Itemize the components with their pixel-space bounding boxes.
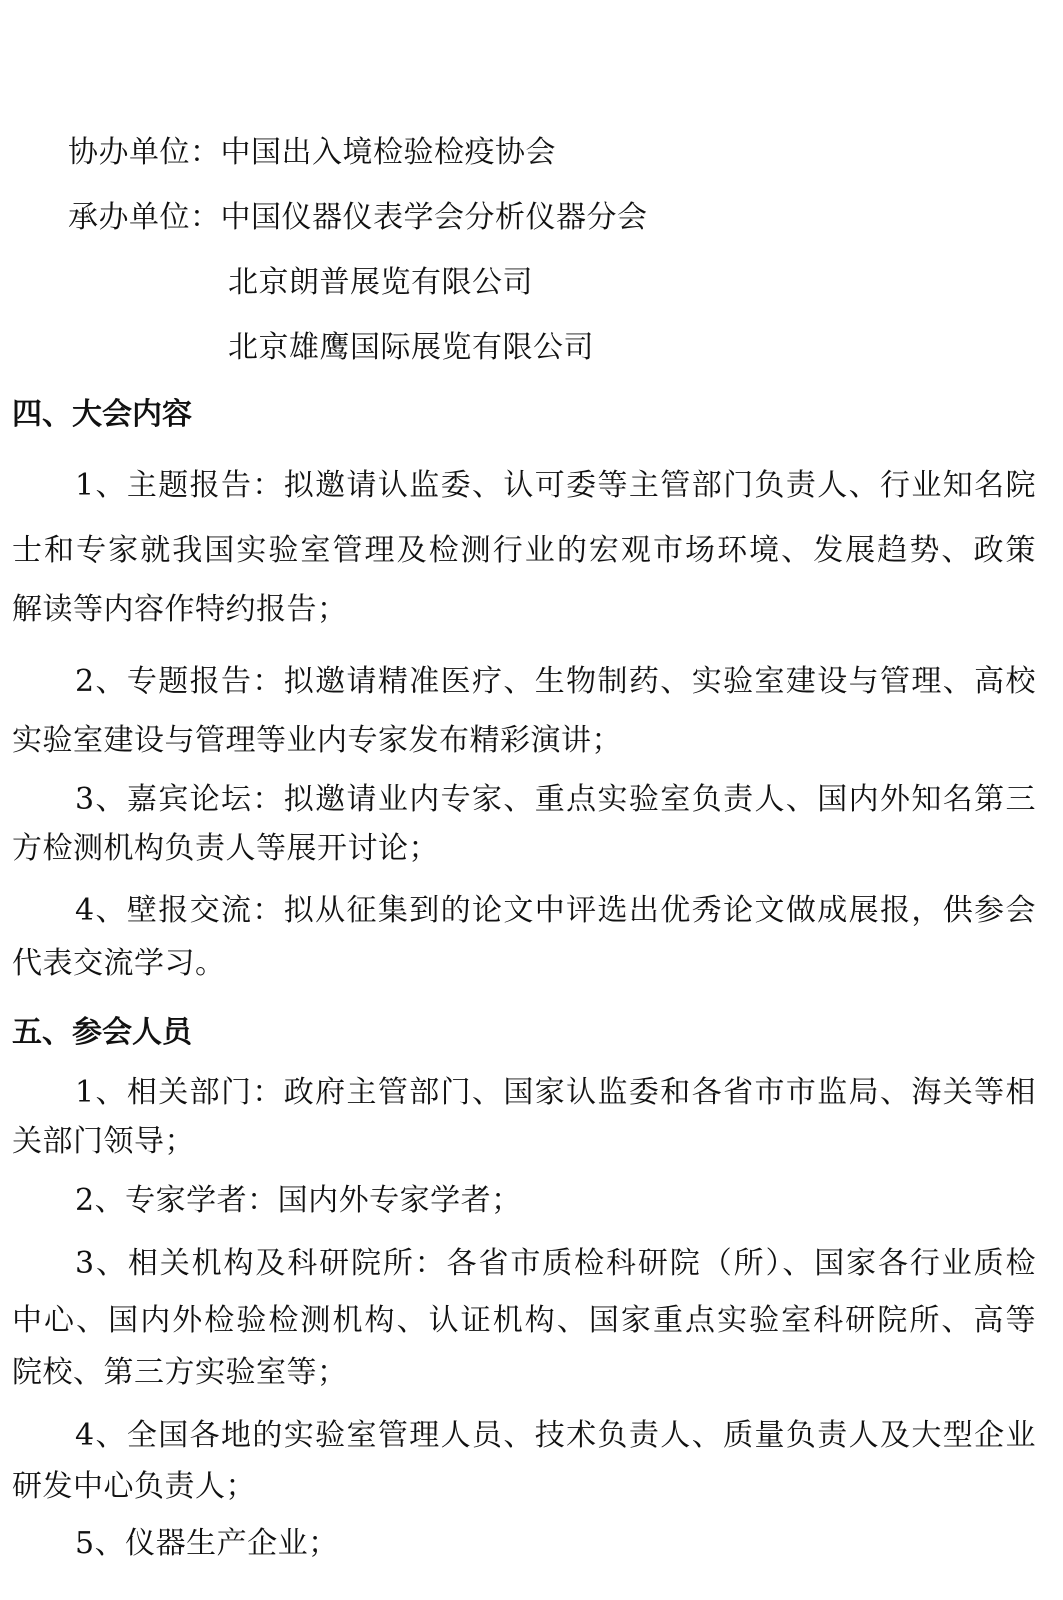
paragraph-line: 代表交流学习。 (12, 946, 226, 981)
host-organizer-line (68, 198, 1063, 238)
paragraph-line: 士和专家就我国实验室管理及检测行业的宏观市场环境、发展趋势、政策 (12, 533, 1036, 568)
paragraph-line: 实验室建设与管理等业内专家发布精彩演讲； (12, 723, 622, 758)
paragraph-line: 2、专题报告：拟邀请精准医疗、生物制药、实验室建设与管理、高校 (75, 664, 1036, 699)
paragraph-line: 4、全国各地的实验室管理人员、技术负责人、质量负责人及大型企业 (75, 1418, 1036, 1453)
paragraph-line: 研发中心负责人； (12, 1469, 256, 1504)
paragraph-line: 1、主题报告：拟邀请认监委、认可委等主管部门负责人、行业知名院 (75, 468, 1036, 503)
host-organizer-value: 中国仪器仪表学会分析仪器分会 (220, 200, 648, 235)
co-organizer-line (68, 133, 1063, 173)
host-organizer-label: 承办单位： (68, 200, 221, 235)
section-heading: 四、大会内容 (12, 397, 192, 432)
section-heading: 五、参会人员 (12, 1015, 192, 1050)
paragraph-line: 关部门领导； (12, 1124, 195, 1159)
paragraph-line: 2、专家学者：国内外专家学者； (75, 1183, 522, 1218)
co-organizer-value: 中国出入境检验检疫协会 (220, 135, 556, 170)
paragraph-line: 院校、第三方实验室等； (12, 1355, 348, 1390)
paragraph-line: 中心、国内外检验检测机构、认证机构、国家重点实验室科研院所、高等 (12, 1303, 1036, 1338)
host-organizer-value: 北京朗普展览有限公司 (228, 265, 533, 300)
paragraph-line: 3、相关机构及科研院所：各省市质检科研院（所）、国家各行业质检 (75, 1246, 1036, 1281)
paragraph-line: 方检测机构负责人等展开讨论； (12, 831, 439, 866)
paragraph-line: 解读等内容作特约报告； (12, 592, 348, 627)
co-organizer-label: 协办单位： (68, 135, 221, 170)
paragraph-line: 4、壁报交流：拟从征集到的论文中评选出优秀论文做成展报，供参会 (75, 893, 1036, 928)
paragraph-line: 1、相关部门：政府主管部门、国家认监委和各省市市监局、海关等相 (75, 1075, 1036, 1110)
paragraph-line: 3、嘉宾论坛：拟邀请业内专家、重点实验室负责人、国内外知名第三 (75, 782, 1036, 817)
host-organizer-value: 北京雄鹰国际展览有限公司 (228, 330, 594, 365)
paragraph-line: 5、仪器生产企业； (75, 1526, 339, 1561)
